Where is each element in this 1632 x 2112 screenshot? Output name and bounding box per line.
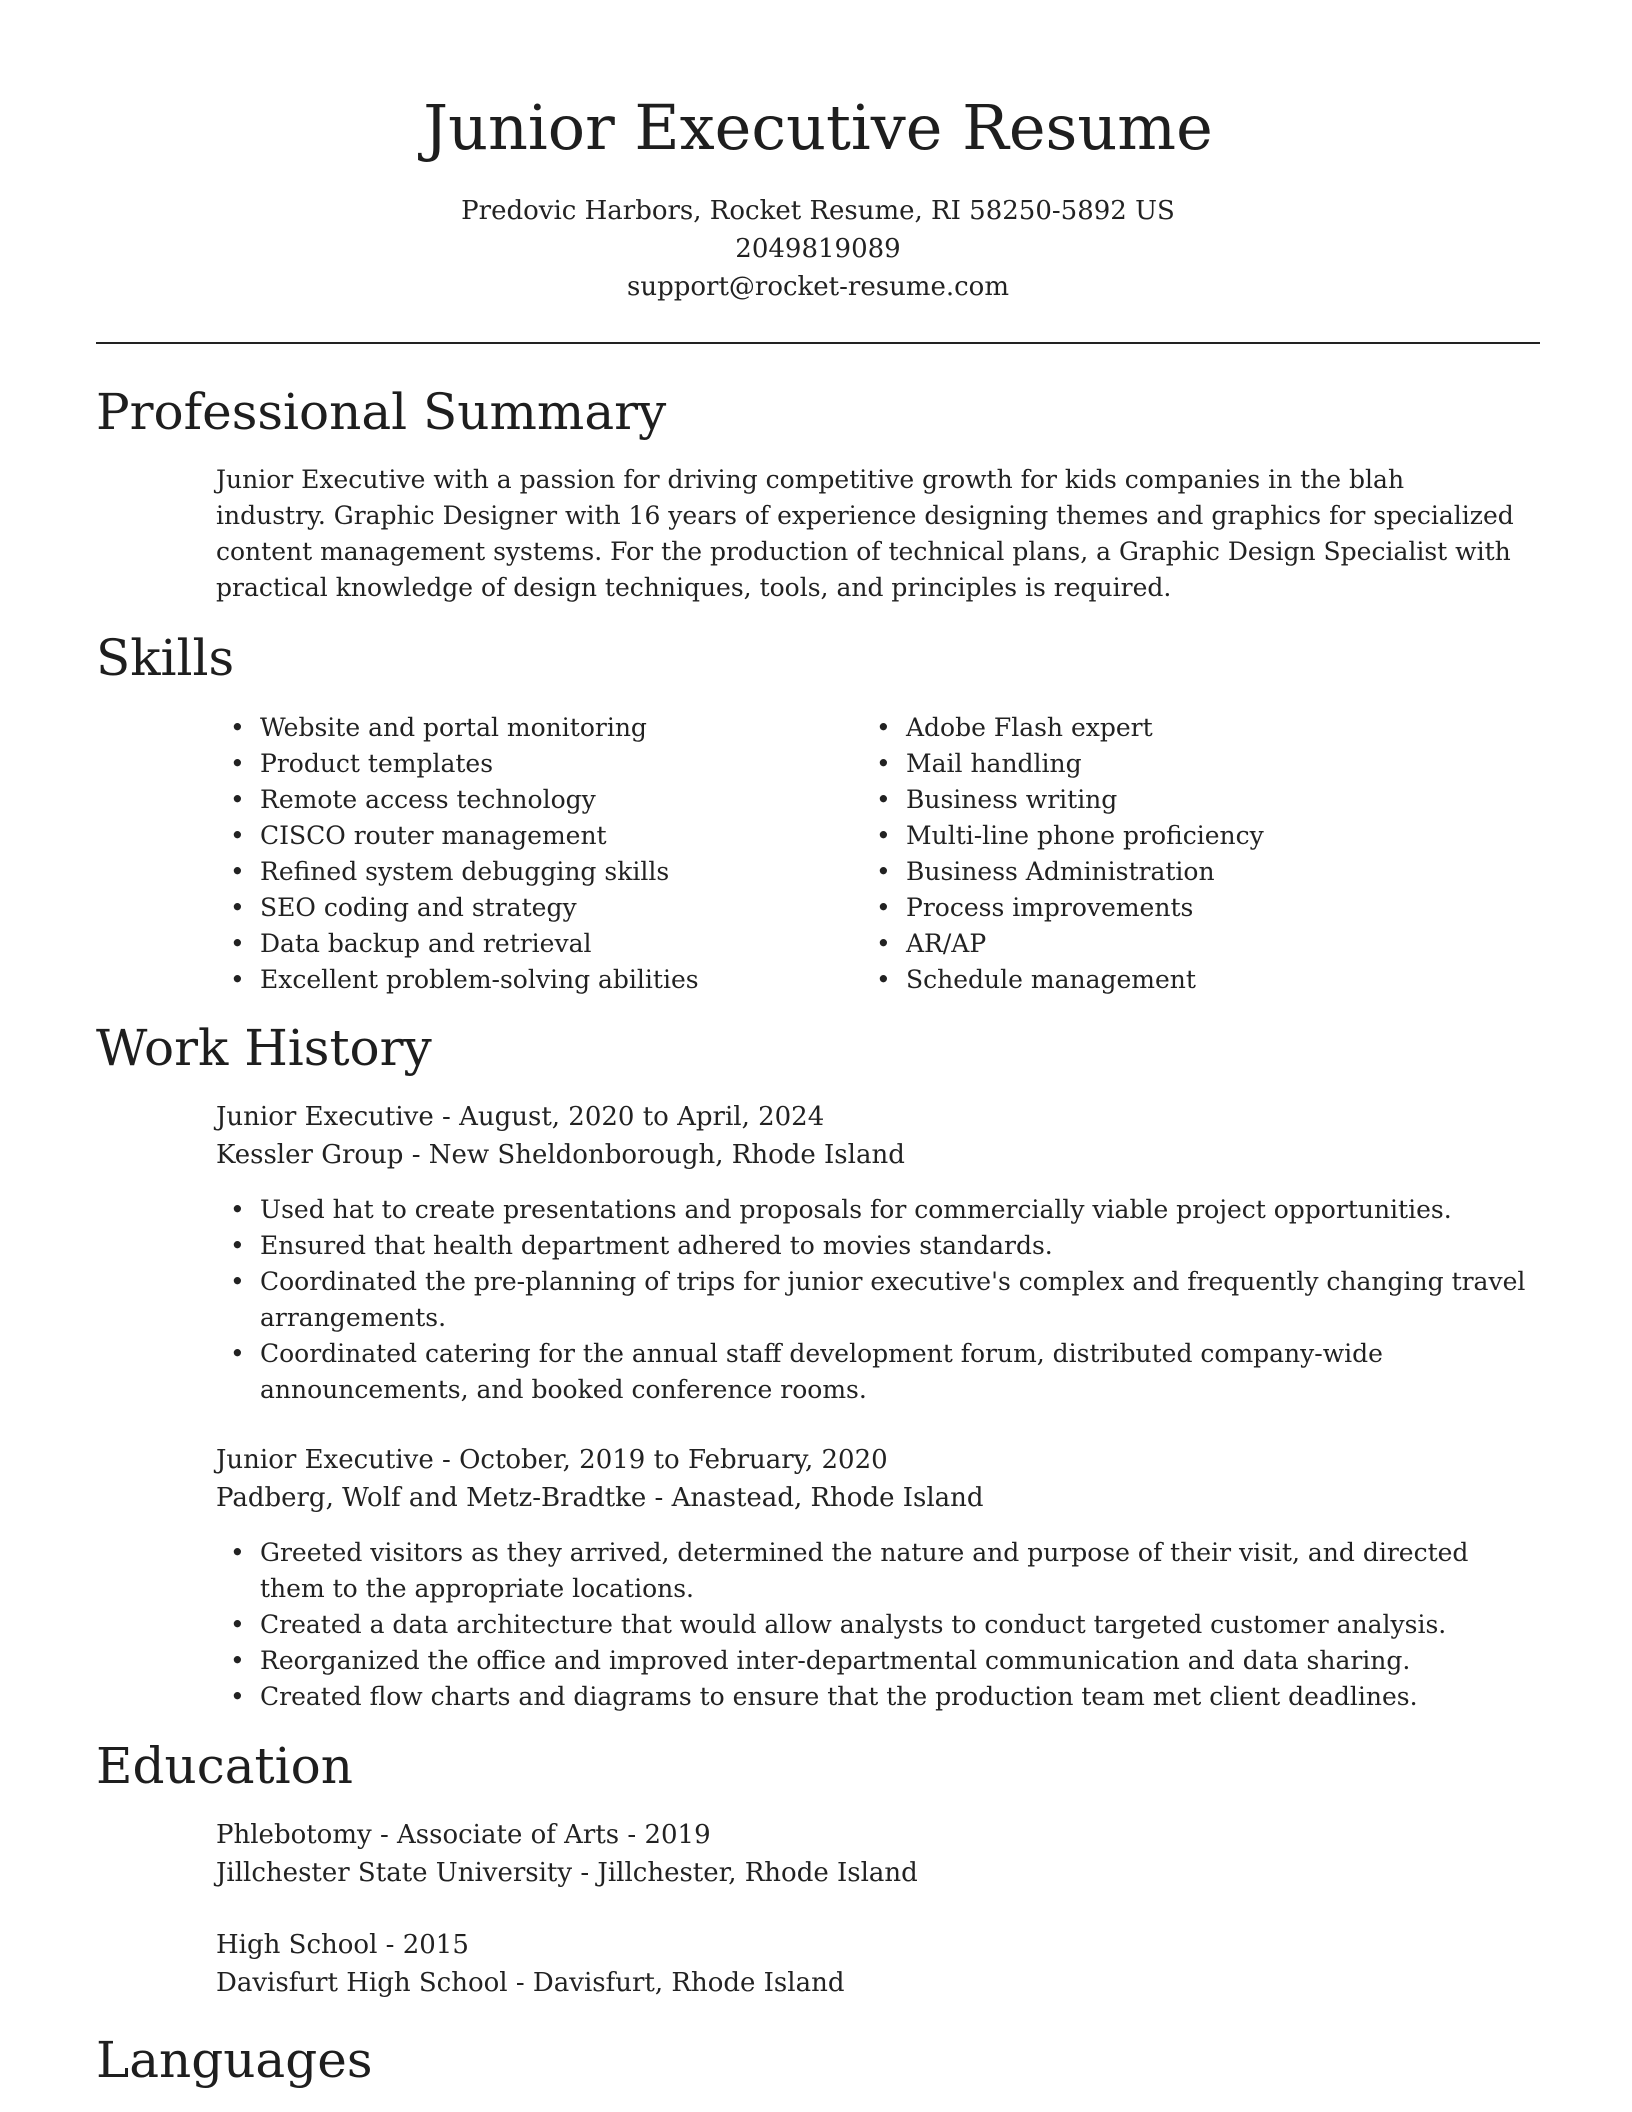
skill-item: • CISCO router management xyxy=(216,818,836,854)
section-title-summary: Professional Summary xyxy=(96,383,667,441)
job-header xyxy=(216,1441,984,1517)
job-bullet: • Created flow charts and diagrams to ensure that the production team met client deadlines. xyxy=(216,1679,1536,1715)
job-title: Junior Executive xyxy=(216,1102,434,1132)
job-bullet: • Used hat to create presentations and proposals for commercially viable project opportunities. xyxy=(216,1192,1536,1228)
job-title: Junior Executive xyxy=(216,1445,434,1475)
contact-email: support@rocket-resume.com xyxy=(626,272,1009,302)
job-bullet: • Created a data architecture that would allow analysts to conduct targeted customer analysis. xyxy=(216,1607,1536,1643)
education-location: - Davisfurt, Rhode Island xyxy=(507,1968,845,1998)
skills-list-right xyxy=(862,710,1482,998)
education-degree: Phlebotomy - Associate of Arts - 2019 xyxy=(216,1820,711,1850)
education-school: Jillchester State University xyxy=(216,1858,573,1888)
job-company: Padberg, Wolf and Metz-Bradtke xyxy=(216,1483,647,1513)
job-location: - New Sheldonborough, Rhode Island xyxy=(403,1140,905,1170)
education-entry xyxy=(216,1926,844,2002)
job-bullets xyxy=(216,1535,1536,1715)
contact-phone: 2049819089 xyxy=(735,234,901,264)
summary-text: Junior Executive with a passion for driving competitive growth for kids companies in the blah industry. Graphic Designer with 16 years of experience designing themes and graphics for specialized content management systems. For the production of technical plans, a Graphic Design Specialist with practical knowledge of design techniques, tools, and principles is required. xyxy=(216,465,1514,602)
skill-item: • SEO coding and strategy xyxy=(216,890,836,926)
skill-item: • Product templates xyxy=(216,746,836,782)
skill-item: • Remote access technology xyxy=(216,782,836,818)
skill-item: • Adobe Flash expert xyxy=(862,710,1482,746)
skill-item: • Refined system debugging skills xyxy=(216,854,836,890)
job-bullet: • Reorganized the office and improved inter-departmental communication and data sharing. xyxy=(216,1643,1536,1679)
skill-item: • Business Administration xyxy=(862,854,1482,890)
contact-address: Predovic Harbors, Rocket Resume, RI 58250-5892 US xyxy=(461,196,1175,226)
section-title-skills: Skills xyxy=(96,629,235,687)
job-bullet: • Ensured that health department adhered to movies standards. xyxy=(216,1228,1536,1264)
job-bullets xyxy=(216,1192,1536,1408)
contact-block xyxy=(96,192,1540,306)
skill-item: • Multi-line phone proficiency xyxy=(862,818,1482,854)
job-company: Kessler Group xyxy=(216,1140,404,1170)
job-dates: - August, 2020 to April, 2024 xyxy=(433,1102,825,1132)
education-school: Davisfurt High School xyxy=(216,1968,508,1998)
skill-item: • Business writing xyxy=(862,782,1482,818)
section-title-languages: Languages xyxy=(96,2031,373,2089)
job-bullet: • Coordinated the pre-planning of trips for junior executive's complex and frequently changing travel arrangements. xyxy=(216,1264,1536,1336)
skill-item: • Mail handling xyxy=(862,746,1482,782)
skill-item: • Schedule management xyxy=(862,962,1482,998)
skill-item: • Data backup and retrieval xyxy=(216,926,836,962)
skills-list-left xyxy=(216,710,836,998)
job-dates: - October, 2019 to February, 2020 xyxy=(433,1445,888,1475)
education-entry xyxy=(216,1816,918,1892)
header-divider xyxy=(96,342,1540,344)
skill-item: • Excellent problem-solving abilities xyxy=(216,962,836,998)
section-title-work: Work History xyxy=(96,1019,432,1077)
job-bullet: • Coordinated catering for the annual staff development forum, distributed company-wide announcements, and booked conference rooms. xyxy=(216,1336,1536,1408)
education-location: - Jillchester, Rhode Island xyxy=(572,1858,918,1888)
job-bullet: • Greeted visitors as they arrived, determined the nature and purpose of their visit, and directed them to the appropriate locations. xyxy=(216,1535,1536,1607)
job-header xyxy=(216,1098,905,1174)
section-title-education: Education xyxy=(96,1737,353,1795)
skill-item: • Process improvements xyxy=(862,890,1482,926)
education-degree: High School - 2015 xyxy=(216,1930,469,1960)
skill-item: • AR/AP xyxy=(862,926,1482,962)
job-location: - Anastead, Rhode Island xyxy=(646,1483,984,1513)
resume-title: Junior Executive Resume xyxy=(423,91,1213,164)
skill-item: • Website and portal monitoring xyxy=(216,710,836,746)
